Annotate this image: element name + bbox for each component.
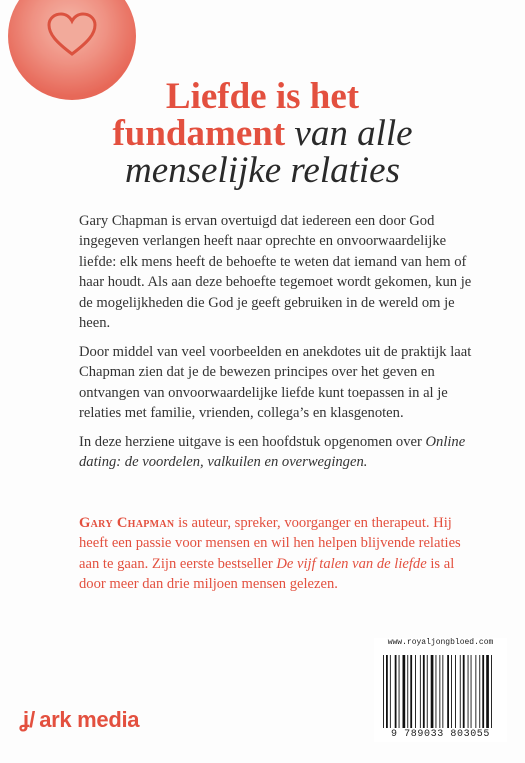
- barcode-bar: [423, 655, 425, 728]
- barcode-bar: [410, 655, 412, 728]
- barcode-bar: [395, 655, 397, 728]
- barcode-bar: [439, 655, 440, 728]
- paragraph-examples: Door middel van veel voorbeelden en anekdotes uit de praktijk laat Chapman zien dat je de bewezen principes over het geven en ontvangen van onvoorwaardelijke liefde kunt toepassen in al je relaties met familie, vrienden, collega’s en klasgenoten.: [79, 344, 472, 422]
- headline-line-2: [0, 115, 525, 152]
- barcode-bar: [431, 655, 434, 728]
- barcode-bar: [415, 655, 416, 728]
- barcode-bar: [447, 655, 449, 728]
- barcode-bar: [463, 655, 465, 728]
- barcode-bar: [390, 655, 391, 728]
- barcode-bar: [482, 655, 484, 728]
- barcode-bar: [427, 655, 428, 728]
- author-name: Gary Chapman: [79, 515, 175, 531]
- barcode-bar: [420, 655, 421, 728]
- barcode-bar: [479, 655, 480, 728]
- barcode-bar: [436, 655, 437, 728]
- barcode-bar: [491, 655, 492, 728]
- revised-edition-text: In deze herziene uitgave is een hoofdstuk opgenomen over: [79, 434, 426, 450]
- barcode-panel: [374, 638, 507, 742]
- barcode-bar: [471, 655, 472, 728]
- isbn-digits: 9 789033 803055: [390, 729, 490, 740]
- barcode-bar: [383, 655, 384, 728]
- bestseller-title: De vijf talen van de liefde: [276, 555, 427, 572]
- barcode-bar: [399, 655, 400, 728]
- barcode-bar: [468, 655, 469, 728]
- author-bio-text-2: is al door meer dan drie miljoen mensen gelezen.: [79, 555, 455, 593]
- barcode-bar: [451, 655, 452, 728]
- author-bio-text-1: is auteur, spreker, voorganger en therapeut. Hij heeft een passie voor mensen en wil hen helpen blijvende relaties aan te gaan. Zijn eerste bestseller: [79, 515, 461, 572]
- barcode-bar: [386, 655, 388, 728]
- publisher-url: www.royaljongbloed.com: [387, 638, 494, 647]
- headline-line-3: menselijke relaties: [124, 150, 400, 191]
- barcode-bar: [475, 655, 476, 728]
- headline-keyword: fundament: [112, 113, 286, 154]
- paragraph-intro: Gary Chapman is ervan overtuigd dat iedereen een door God ingegeven verlangen heeft naar oprechte en onvoorwaardelijke liefde: elk mens heeft de behoefte te weten dat iemand van hem of haar houdt. Als aan deze behoefte tegemoet wordt gekomen, kun je de mogelijkheden die God je geeft gebruiken in de wereld om je heen.: [79, 213, 472, 332]
- barcode-bar: [403, 655, 406, 728]
- barcode-bars: [382, 655, 505, 728]
- crown-j-icon: ʝ/: [19, 707, 36, 732]
- heart-icon: [46, 12, 98, 58]
- paragraph-revised-edition: [79, 432, 479, 473]
- barcode-bar: [460, 655, 461, 728]
- headline-line-1: Liefde is het: [165, 76, 360, 117]
- headline-line-2-rest: van alle: [285, 113, 413, 154]
- chapter-title: Online dating: de voordelen, valkuilen en overwegingen.: [79, 434, 466, 471]
- barcode-bar: [407, 655, 408, 728]
- barcode-bar: [486, 655, 489, 728]
- headline: [0, 78, 525, 189]
- author-bio: [79, 513, 479, 595]
- publisher-name: ark media: [39, 707, 140, 732]
- barcode-bar: [442, 655, 443, 728]
- barcode-bar: [455, 655, 456, 728]
- publisher-logo: [19, 705, 139, 735]
